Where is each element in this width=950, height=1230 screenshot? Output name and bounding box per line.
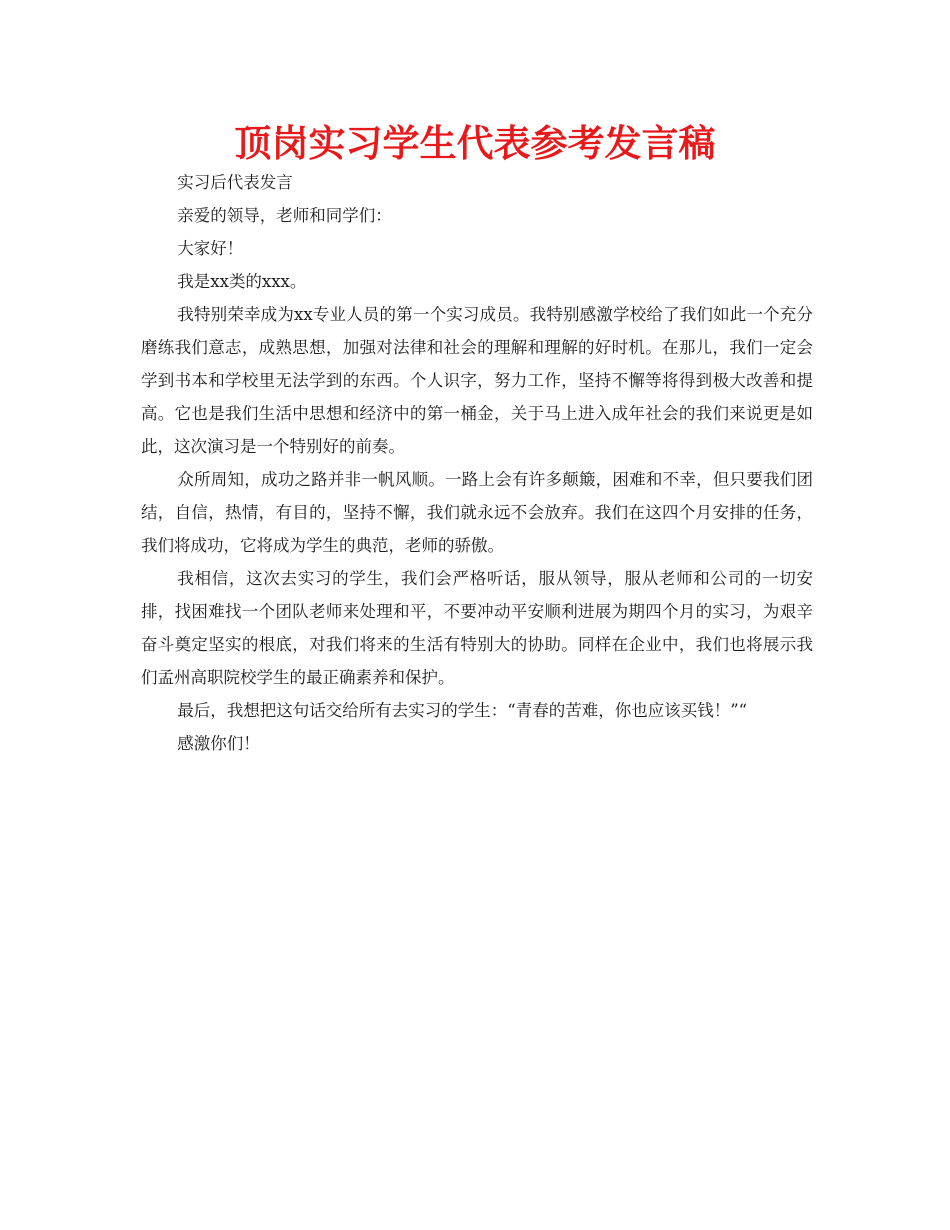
thanks: 感激你们！ (177, 734, 260, 753)
salutation: 亲爱的领导，老师和同学们： (177, 206, 392, 225)
document-body (141, 166, 813, 760)
speech-heading: 实习后代表发言 (177, 173, 293, 192)
paragraph-commitment: 我相信，这次去实习的学生，我们会严格听话，服从领导，服从老师和公司的一切安排，找困难找一个团队老师来处理和平，不要冲动平安顺利进展为期四个月的实习，为艰辛奋斗奠定坚实的根底，对我们将来的生活有特别大的协助。同样在企业中，我们也将展示我们孟州高职院校学生的最正确素养和保护。 (141, 569, 813, 687)
paragraph-closing-quote: 最后，我想把这句话交给所有去实习的学生：“青春的苦难，你也应该买钱！”“ (177, 701, 748, 720)
self-introduction: 我是xx类的xxx。 (177, 272, 307, 291)
paragraph-success: 众所周知，成功之路并非一帆风顺。一路上会有许多颠簸，困难和不幸，但只要我们团结，自信，热情，有目的，坚持不懈，我们就永远不会放弃。我们在这四个月安排的任务，我们将成功，它将成为学生的典范，老师的骄傲。 (141, 470, 813, 555)
document-title: 顶岗实习学生代表参考发言稿 (234, 122, 716, 165)
greeting: 大家好！ (177, 239, 244, 258)
paragraph-honor: 我特别荣幸成为xx专业人员的第一个实习成员。我特别感激学校给了我们如此一个充分磨练我们意志，成熟思想，加强对法律和社会的理解和理解的好时机。在那儿，我们一定会学到书本和学校里无法学到的东西。个人识字，努力工作，坚持不懈等将得到极大改善和提高。它也是我们生活中思想和经济中的第一桶金，关于马上进入成年社会的我们来说更是如此，这次演习是一个特别好的前奏。 (141, 305, 813, 456)
